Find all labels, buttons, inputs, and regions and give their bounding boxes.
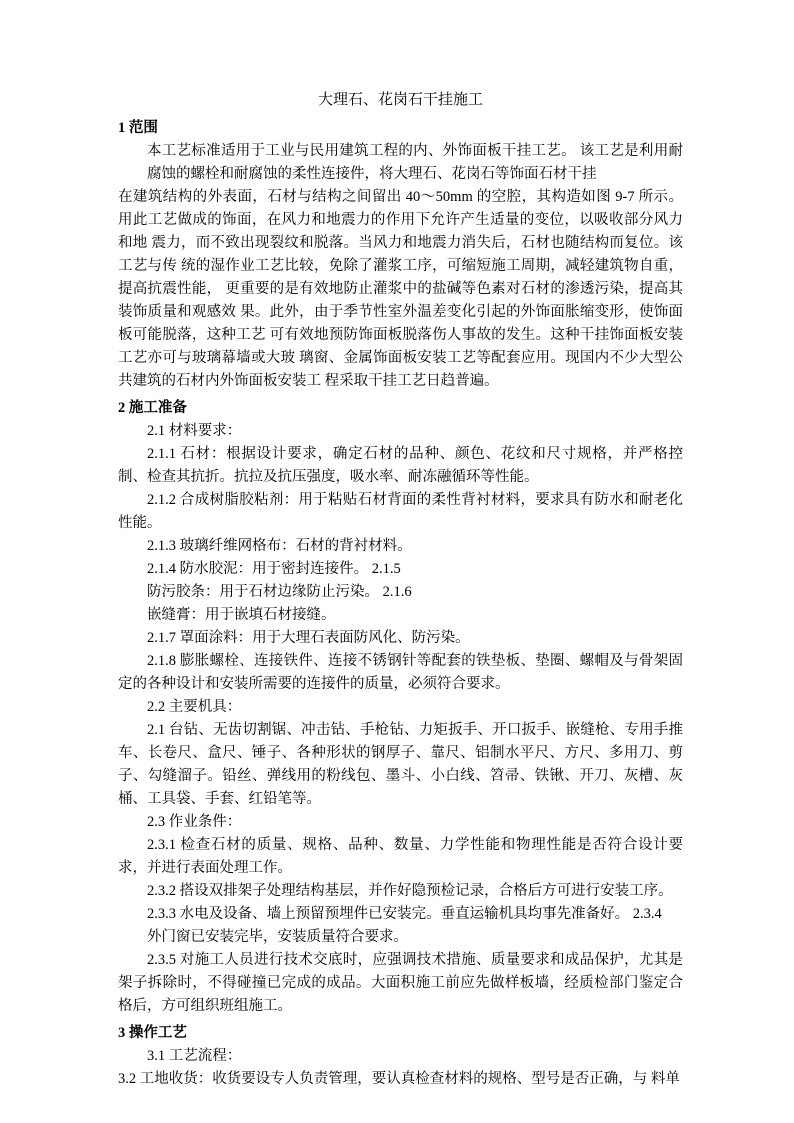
section-heading-2: 2 施工准备: [118, 400, 187, 416]
paragraph-2-3-4: 外门窗已安装完毕，安装质量符合要求。: [147, 929, 408, 945]
doc-title: 大理石、花岗石干挂施工: [317, 92, 483, 108]
paragraph-scope-intro: 本工艺标准适用于工业与民用建筑工程的内、外饰面板干挂工艺。 该工艺是利用耐腐蚀的螺栓和耐腐蚀的柔性连接件，将大理石、花岗石等饰面石材干挂: [147, 143, 683, 182]
paragraph-2-2-tools: 2.1 台钻、无齿切割锯、冲击钻、手枪钻、力矩扳手、开口扳手、嵌缝枪、专用手推车、长卷尺、盒尺、锤子、各种形状的钢厚子、靠尺、铝制水平尺、方尺、多用刀、剪子、勾缝溜子。铅丝、弹线用的粉线包、墨斗、小白线、笤帚、铁锹、开刀、灰槽、灰桶、工具袋、手套、红铅笔等。: [118, 722, 683, 807]
paragraph-2-2: 2.2 主要机具：: [147, 699, 242, 715]
paragraph-scope-body: 在建筑结构的外表面，石材与结构之间留出 40～50mm 的空腔，其构造如图 9-7 所示。 用此工艺做成的饰面，在风力和地震力的作用下允许产生适量的变位，以吸收部分风力和地 震力，而不致出现裂纹和脱落。当风力和地震力消失后，石材也随结构而复位。该工艺与传 统的湿作业工艺比较，免除了灌浆工序，可缩短施工周期，减轻建筑物自重，提高抗震性能， 更重要的是有效地防止灌浆中的盐碱等色素对石材的渗透污染，提高其装饰质量和观感效 果。此外，由于季节性室外温差变化引起的外饰面胀缩变形，使饰面板可能脱落，这种工艺 可有效地预防饰面板脱落伤人事故的发生。这种干挂饰面板安装工艺亦可与玻璃幕墙或大玻 璃窗、金属饰面板安装工艺等配套应用。现国内不少大型公共建筑的石材内外饰面板安装工 程采取干挂工艺日趋普遍。: [118, 189, 683, 389]
paragraph-2-1-7: 2.1.7 罩面涂料：用于大理石表面防风化、防污染。: [147, 630, 470, 646]
paragraph-2-1-5: 防污胶条：用于石材边缘防止污染。 2.1.6: [147, 584, 412, 600]
paragraph-3-2: 3.2 工地收货：收货要设专人负责管理，要认真检查材料的规格、型号是否正确，与 料单: [118, 1071, 680, 1087]
paragraph-2-1-3: 2.1.3 玻璃纤维网格布：石材的背衬材料。: [147, 538, 412, 554]
section-heading-3: 3 操作工艺: [118, 1025, 187, 1041]
document-content: [118, 89, 683, 1091]
paragraph-2-1-6: 嵌缝膏：用于嵌填石材接缝。: [147, 607, 336, 623]
section-heading-1: 1 范围: [118, 120, 158, 136]
paragraph-2-1-4: 2.1.4 防水胶泥：用于密封连接件。 2.1.5: [147, 561, 401, 577]
paragraph-2-1-2: 2.1.2 合成树脂胶粘剂：用于粘贴石材背面的柔性背衬材料，要求具有防水和耐老化性能。: [118, 492, 683, 531]
paragraph-2-1-1: 2.1.1 石材：根据设计要求，确定石材的品种、颜色、花纹和尺寸规格，并严格控制、检查其抗折。抗拉及抗压强度，吸水率、耐冻融循环等性能。: [118, 446, 683, 485]
paragraph-2-3-5: 2.3.5 对施工人员进行技术交底时，应强调技术措施、质量要求和成品保护，尤其是架子拆除时，不得碰撞已完成的成品。大面积施工前应先做样板墙，经质检部门鉴定合格后，方可组织班组施工。: [118, 952, 683, 1014]
paragraph-3-1: 3.1 工艺流程：: [147, 1048, 242, 1064]
paragraph-2-1: 2.1 材料要求：: [147, 423, 242, 439]
paragraph-2-1-8: 2.1.8 膨胀螺栓、连接铁件、连接不锈钢针等配套的铁垫板、垫圈、螺帽及与骨架固定的各种设计和安装所需要的连接件的质量，必须符合要求。: [118, 653, 683, 692]
paragraph-2-3-1: 2.3.1 检查石材的质量、规格、品种、数量、力学性能和物理性能是否符合设计要求，并进行表面处理工作。: [118, 837, 683, 876]
paragraph-2-3-2: 2.3.2 搭设双排架子处理结构基层，并作好隐预检记录，合格后方可进行安装工序。: [147, 883, 673, 899]
paragraph-2-3: 2.3 作业条件：: [147, 814, 242, 830]
paragraph-2-3-3: 2.3.3 水电及设备、墙上预留预埋件已安装完。垂直运输机具均事先准备好。 2.3.4: [147, 906, 662, 922]
